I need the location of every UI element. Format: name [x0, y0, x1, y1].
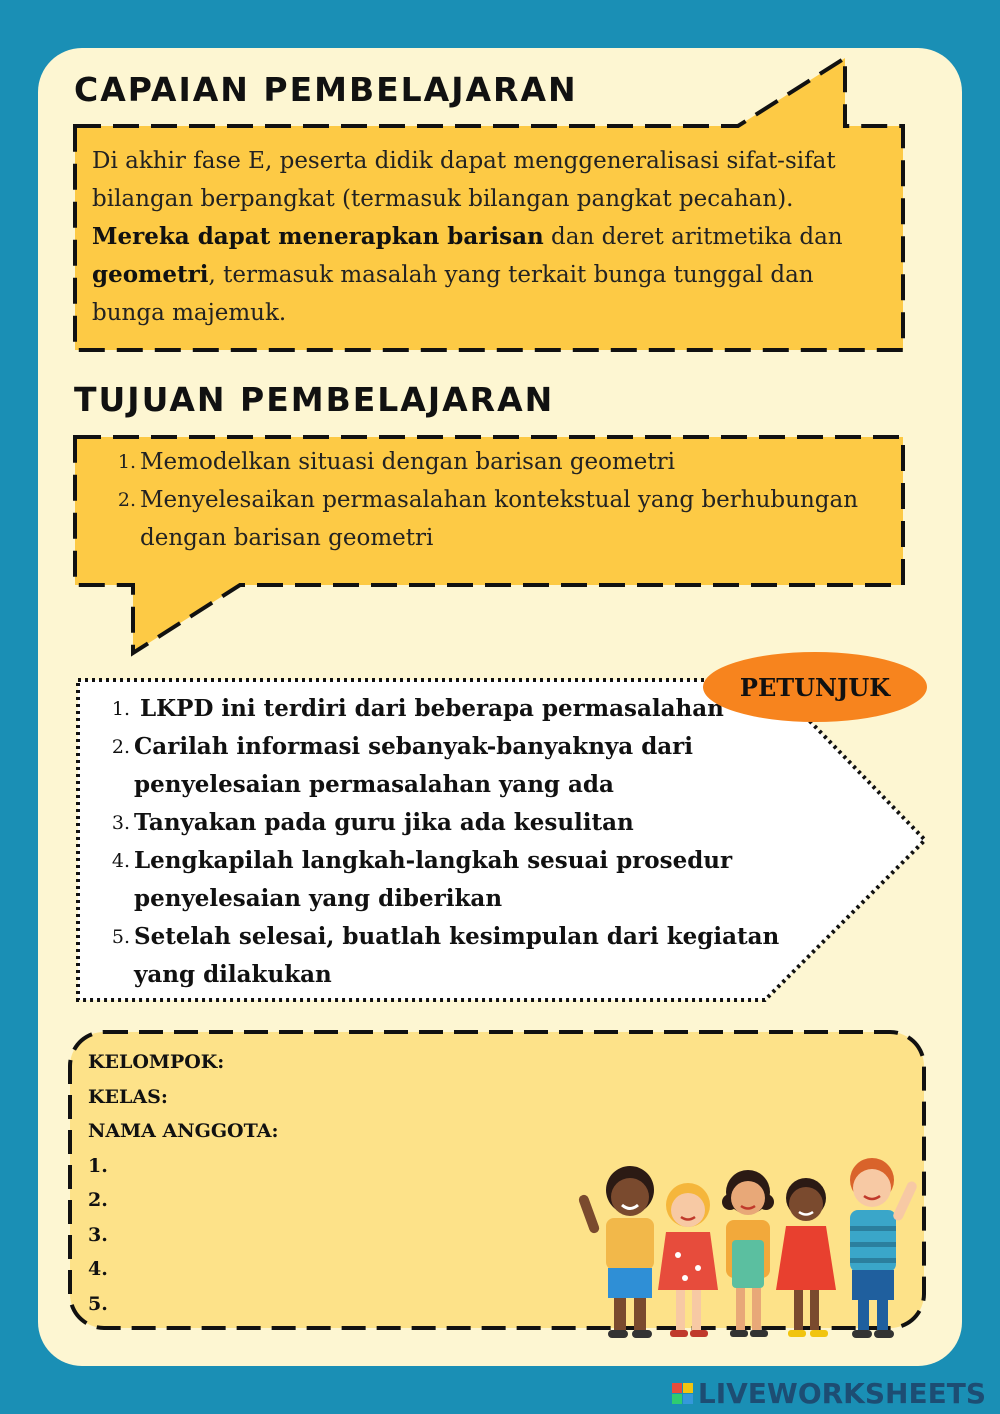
capaian-line-4: geometri, termasuk masalah yang terkait bunga tunggal dan — [92, 261, 814, 288]
petunjuk-item: 4. Lengkapilah langkah-langkah sesuai prosedur penyelesaian yang diberikan — [111, 847, 733, 912]
member-line: 3. — [88, 1223, 108, 1246]
capaian-line-1: Di akhir fase E, peserta didik dapat menggeneralisasi sifat-sifat — [92, 148, 836, 174]
liveworksheets-mark-icon — [672, 1383, 693, 1404]
petunjuk-item: 1. LKPD ini terdiri dari beberapa permasalahan — [111, 695, 724, 722]
petunjuk-item: 5. Setelah selesai, buatlah kesimpulan dari kegiatan yang dilakukan — [111, 923, 780, 988]
kelas-label: KELAS: — [88, 1085, 168, 1108]
liveworksheets-logo-text: LIVEWORKSHEETS — [697, 1377, 986, 1410]
tujuan-heading: TUJUAN PEMBELAJARAN — [74, 380, 555, 419]
tujuan-item: 2. Menyelesaikan permasalahan kontekstual yang berhubungan dengan barisan geometri — [117, 487, 859, 551]
nama-anggota-label: NAMA ANGGOTA: — [88, 1120, 279, 1142]
member-line: 1. — [88, 1154, 108, 1177]
member-line: 4. — [88, 1258, 108, 1280]
group-of-children-illustration — [570, 1150, 940, 1345]
petunjuk-badge: PETUNJUK — [703, 652, 927, 722]
member-line: 5. — [88, 1292, 108, 1315]
tujuan-item: 1. Memodelkan situasi dengan barisan geometri — [117, 449, 676, 475]
capaian-heading: CAPAIAN PEMBELAJARAN — [74, 70, 578, 109]
petunjuk-item: 2. Carilah informasi sebanyak-banyaknya dari penyelesaian permasalahan yang ada — [111, 733, 694, 798]
capaian-line-2: bilangan berpangkat (termasuk bilangan pangkat pecahan). — [92, 186, 794, 212]
petunjuk-item: 3. Tanyakan pada guru jika ada kesulitan — [111, 809, 634, 836]
capaian-line-3: Mereka dapat menerapkan barisan dan deret aritmetika dan — [92, 223, 843, 250]
liveworksheets-logo — [672, 1377, 986, 1410]
member-line: 2. — [88, 1189, 108, 1211]
kelompok-label: KELOMPOK: — [88, 1051, 225, 1073]
capaian-line-5: bunga majemuk. — [92, 300, 287, 326]
identity-fields — [88, 1045, 278, 1321]
